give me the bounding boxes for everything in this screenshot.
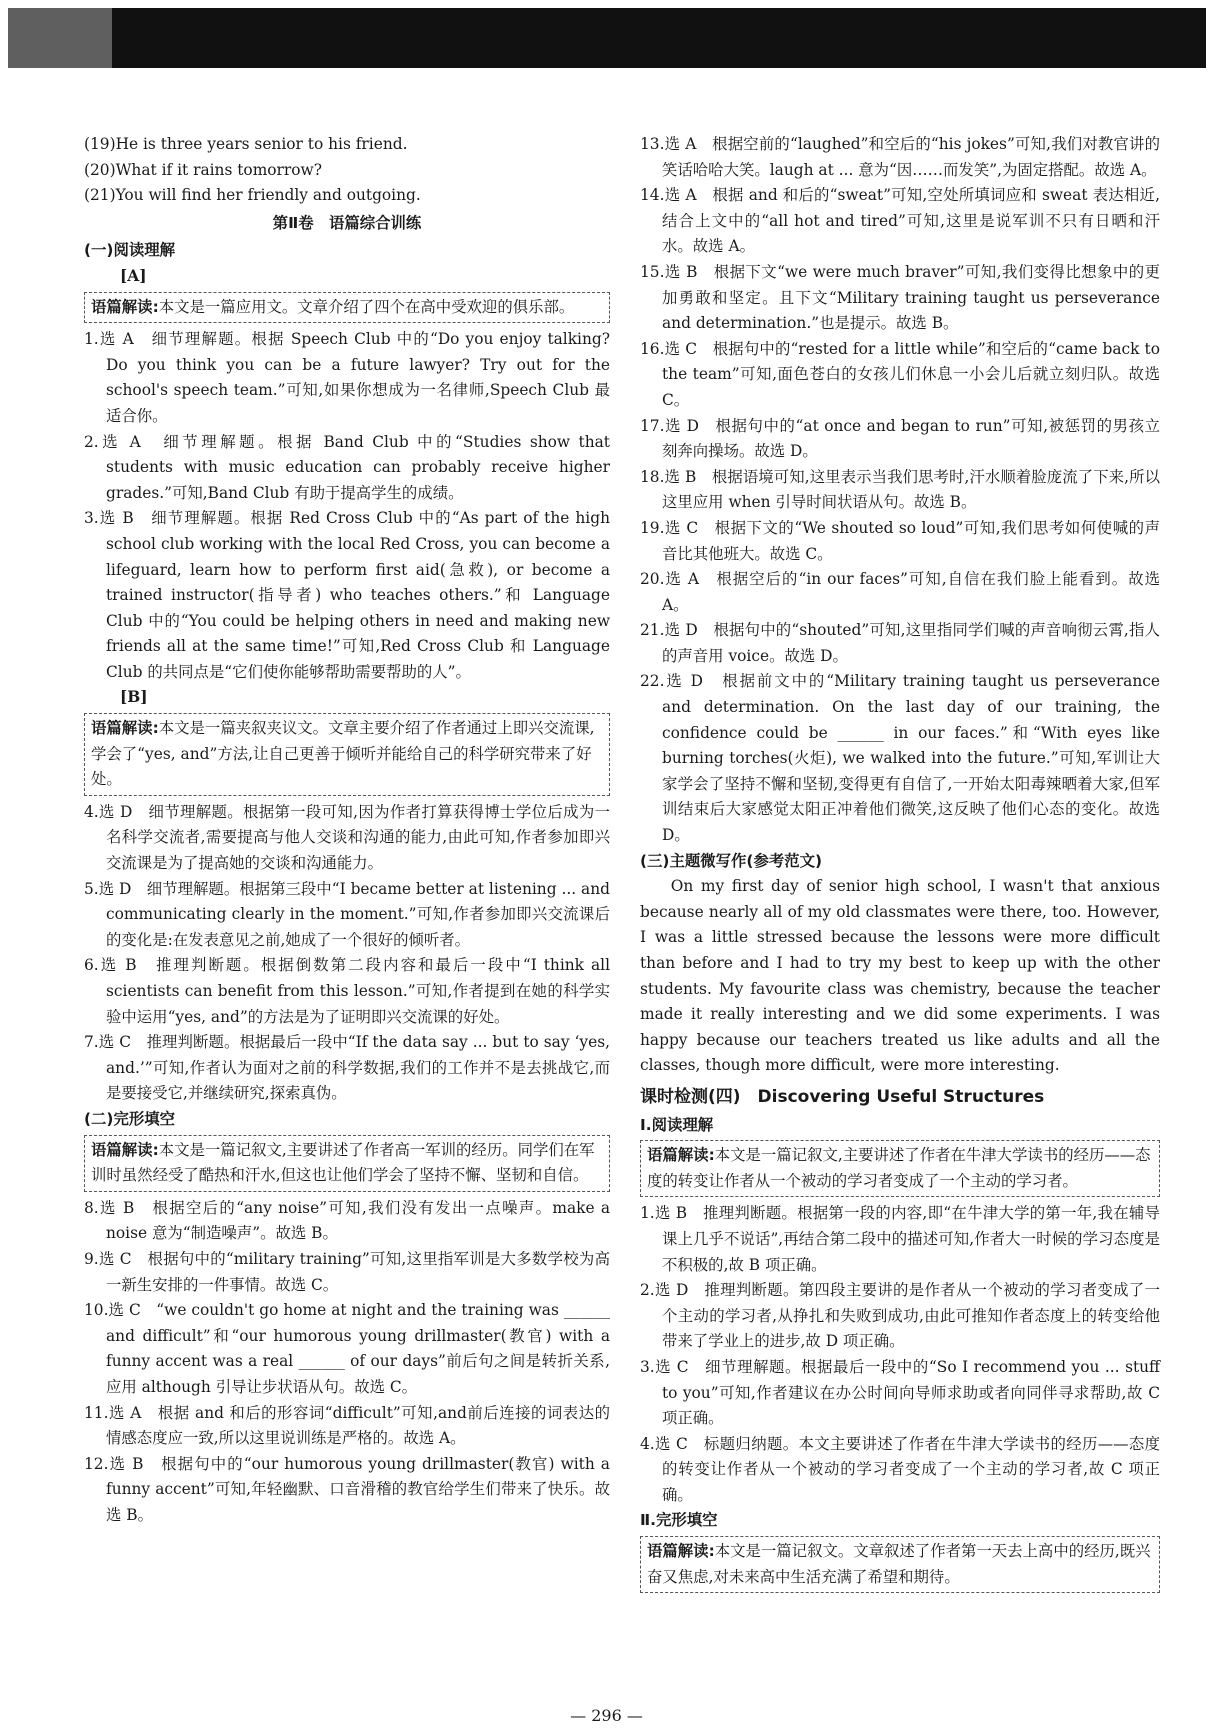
answer-item: 12.选 B 根据句中的“our humorous young drillmaster(教官) with a funny accent”可知,年轻幽默、口音滑稽的教官给学生们带来了快乐。故选 B。 bbox=[84, 1454, 610, 1524]
answer-item: 1.选 B 推理判断题。根据第一段的内容,即“在牛津大学的第一年,我在辅导课上几乎不说话”,再结合第二段中的描述可知,作者大一时候的学习态度是不积极的,故 B 项正确。 bbox=[640, 1204, 1160, 1274]
answer-item: 7.选 C 推理判断题。根据最后一段中“If the data say ... but to say ‘yes, and.’”可知,作者认为面对之前的科学数据,我们的工作并不是去挑战它,而是要接受它,并继续研究,探索真伪。 bbox=[84, 1033, 610, 1103]
answer-item: 10.选 C “we couldn't go home at night and the training was ______ and difficult”和“our humorous young drillmaster(教官) with a funny accent was a real ______ of our days”前后句之间是转折关系,应用 although 引导让步状语从句。故选 C。 bbox=[84, 1301, 610, 1396]
passage-tag-b: [B] bbox=[120, 688, 148, 707]
summary-label: 语篇解读: bbox=[91, 1140, 159, 1159]
cloze-section-title: Ⅱ.完形填空 bbox=[640, 1511, 718, 1530]
passage-summary-box-c bbox=[84, 1135, 610, 1192]
answer-20: (20)What if it rains tomorrow? bbox=[84, 160, 322, 179]
top-banner-block bbox=[8, 8, 112, 68]
answer-19: (19)He is three years senior to his friend. bbox=[84, 135, 408, 153]
summary-label: 语篇解读: bbox=[91, 719, 159, 738]
answer-item: 19.选 C 根据下文的“We shouted so loud”可知,我们思考如何使喊的声音比其他班大。故选 C。 bbox=[640, 518, 1160, 563]
sample-essay: On my first day of senior high school, I wasn't that anxious because nearly all of my old classmates were there, too. However, I was a little stressed because the lessons were more difficult than before and I had to try my best to keep up with the other students. My favourite class was chemistry, because the teacher made it really interesting and we did some experiments. I was happy because our teachers treated us like adults and all the classes, though more difficult, were more interesting. bbox=[640, 877, 1160, 1075]
answer-item: 15.选 B 根据下文“we were much braver”可知,我们变得比想象中的更加勇敢和坚定。且下文“Military training taught us perseverance and determination.”也是提示。故选 B。 bbox=[640, 262, 1160, 333]
left-column bbox=[84, 132, 610, 1528]
answer-item: 3.选 C 细节理解题。根据最后一段中的“So I recommend you ... stuff to you”可知,作者建议在办公时间向导师求助或者向同伴寻求帮助,故 C 项正确。 bbox=[640, 1357, 1160, 1428]
answer-item: 5.选 D 细节理解题。根据第三段中“I became better at listening ... and communicating clearly in the moment.”可知,作者参加即兴交流课后的变化是:在发表意见之前,她成了一个很好的倾听者。 bbox=[84, 879, 610, 949]
answer-item: 17.选 D 根据句中的“at once and began to run”可知,被惩罚的男孩立刻奔向操场。故选 D。 bbox=[640, 416, 1160, 461]
answer-item: 3.选 B 细节理解题。根据 Red Cross Club 中的“As part of the high school club working with the local Red Cross, you can become a lifeguard, learn how to perform first aid(急救), or become a trained instructor(指导者) who teaches others.”和 Language Club 中的“You could be helping others in need and making new friends all at the same time!”可知,Red Cross Club 和 Language Club 的共同点是“它们使你能够帮助需要帮助的人”。 bbox=[84, 509, 610, 681]
summary-text: 本文是一篇应用文。文章介绍了四个在高中受欢迎的俱乐部。 bbox=[158, 297, 575, 316]
answer-item: 9.选 C 根据句中的“military training”可知,这里指军训是大多数学校为高一新生安排的一件事情。故选 C。 bbox=[84, 1249, 610, 1294]
answer-item: 21.选 D 根据句中的“shouted”可知,这里指同学们喊的声音响彻云霄,指人的声音用 voice。故选 D。 bbox=[640, 621, 1160, 665]
answer-item: 2.选 D 推理判断题。第四段主要讲的是作者从一个被动的学习者变成了一个主动的学习者,从挣扎和失败到成功,由此可推知作者态度上的转变给他带来了学业上的进步,故 D 项正确。 bbox=[640, 1281, 1160, 1351]
answer-item: 8.选 B 根据空后的“any noise”可知,我们没有发出一点噪声。make a noise 意为“制造噪声”。故选 B。 bbox=[84, 1198, 610, 1243]
passage-tag-a: [A] bbox=[120, 266, 147, 285]
reading-section-title: Ⅰ.阅读理解 bbox=[640, 1115, 714, 1134]
writing-section-title: (三)主题微写作(参考范文) bbox=[640, 851, 823, 870]
summary-label: 语篇解读: bbox=[91, 297, 159, 316]
cloze-section-title: (二)完形填空 bbox=[84, 1109, 176, 1128]
answer-item: 2.选 A 细节理解题。根据 Band Club 中的“Studies show that students with music education can probably receive higher grades.”可知,Band Club 有助于提高学生的成绩。 bbox=[84, 432, 610, 502]
part-title: 第Ⅱ卷 语篇综合训练 bbox=[272, 213, 422, 232]
answer-item: 1.选 A 细节理解题。根据 Speech Club 中的“Do you enjoy talking? Do you think you can be a future lawyer? Try out for the school's speech team.”可知,如果你想成为一名律师,Speech Club 最适合你。 bbox=[84, 330, 610, 425]
answer-21: (21)You will find her friendly and outgoing. bbox=[84, 186, 421, 205]
answer-item: 22.选 D 根据前文中的“Military training taught us perseverance and determination. On the last day of our training, the confidence could be ______ in our faces.”和“With eyes like burning torches(火炬), we walked into the future.”可知,军训让大家学会了坚持不懈和坚韧,变得更有自信了,一开始太阳毒辣晒着大家,但军训结束后大家感觉太阳正冲着他们微笑,这反映了他们心态的变化。故选 D。 bbox=[640, 672, 1160, 845]
answer-item: 6.选 B 推理判断题。根据倒数第二段内容和最后一段中“I think all scientists can benefit from this lesson.”可知,作者提到在她的科学实验中运用“yes, and”的方法是为了证明即兴交流课的好处。 bbox=[84, 956, 610, 1026]
answer-item: 4.选 D 细节理解题。根据第一段可知,因为作者打算获得博士学位后成为一名科学交流者,需要提高与他人交谈和沟通的能力,由此可知,作者参加即兴交流课是为了提高她的交谈和沟通能力。 bbox=[84, 802, 610, 873]
summary-label: 语篇解读: bbox=[647, 1542, 715, 1561]
test-title: 课时检测(四) Discovering Useful Structures bbox=[640, 1086, 1045, 1107]
summary-text: 本文是一篇记叙文。文章叙述了作者第一天去上高中的经历,既兴奋又焦虑,对未来高中生活充满了希望和期待。 bbox=[647, 1542, 1151, 1586]
answer-item: 18.选 B 根据语境可知,这里表示当我们思考时,汗水顺着脸庞流了下来,所以这里应用 when 引导时间状语从句。故选 B。 bbox=[640, 467, 1160, 512]
summary-text: 本文是一篇夹叙夹议文。文章主要介绍了作者通过上即兴交流课,学会了“yes, and”方法,让自己更善于倾听并能给自己的科学研究带来了好处。 bbox=[91, 719, 595, 789]
right-column bbox=[640, 132, 1160, 1597]
answer-item: 4.选 C 标题归纳题。本文主要讲述了作者在牛津大学读书的经历——态度的转变让作者从一个被动的学习者变成了一个主动的学习者,故 C 项正确。 bbox=[640, 1434, 1160, 1504]
summary-text: 本文是一篇记叙文,主要讲述了作者在牛津大学读书的经历——态度的转变让作者从一个被动的学习者变成了一个主动的学习者。 bbox=[647, 1146, 1151, 1190]
summary-label: 语篇解读: bbox=[647, 1146, 715, 1165]
summary-text: 本文是一篇记叙文,主要讲述了作者高一军训的经历。同学们在军训时虽然经受了酷热和汗水,但这也让他们学会了坚持不懈、坚韧和自信。 bbox=[91, 1140, 595, 1185]
answer-item: 20.选 A 根据空后的“in our faces”可知,自信在我们脸上能看到。故选 A。 bbox=[640, 570, 1160, 614]
passage-summary-box-b bbox=[84, 713, 610, 796]
answer-item: 13.选 A 根据空前的“laughed”和空后的“his jokes”可知,我们对教官讲的笑话哈哈大笑。laugh at ... 意为“因……而发笑”,为固定搭配。故选 A。 bbox=[640, 135, 1160, 179]
answer-item: 11.选 A 根据 and 和后的形容词“difficult”可知,and前后连接的词表达的情感态度应一致,所以这里说训练是严格的。故选 A。 bbox=[84, 1403, 610, 1448]
answer-item: 14.选 A 根据 and 和后的“sweat”可知,空处所填词应和 sweat 表达相近,结合上文中的“all hot and tired”可知,这里是说军训不只有日晒和汗水。故选 A。 bbox=[640, 186, 1160, 256]
reading-section-title: (一)阅读理解 bbox=[84, 241, 176, 260]
passage-summary-box-a bbox=[84, 292, 610, 324]
answer-item: 16.选 C 根据句中的“rested for a little while”和空后的“came back to the team”可知,面色苍白的女孩儿们休息一小会儿后就立刻归队。故选 C。 bbox=[640, 339, 1160, 409]
passage-summary-box-e bbox=[640, 1536, 1160, 1593]
top-banner bbox=[8, 8, 1206, 68]
page-number: — 296 — bbox=[570, 1706, 643, 1725]
passage-summary-box-d bbox=[640, 1140, 1160, 1197]
